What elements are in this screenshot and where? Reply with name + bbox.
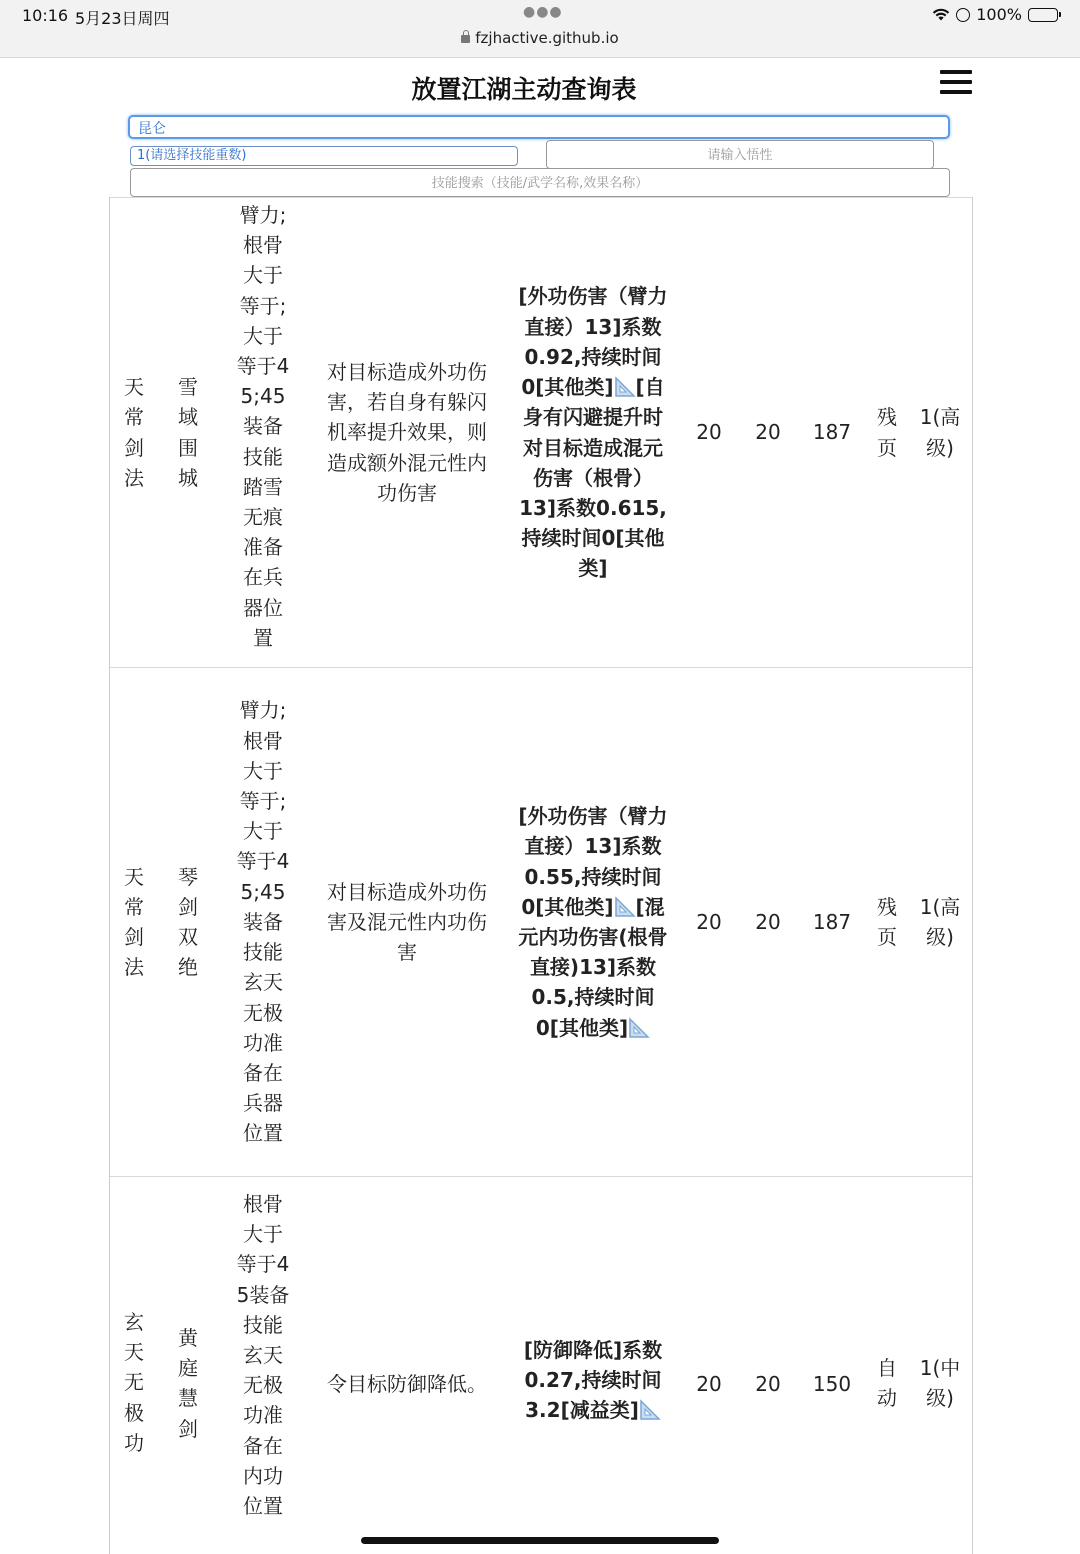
- skill-name: 琴剑双绝: [178, 864, 198, 980]
- status-indicators: [932, 5, 1058, 24]
- school-name: 天常剑法: [124, 864, 144, 980]
- tab-overview-dots-icon[interactable]: ●●●: [523, 4, 563, 20]
- wifi-icon: [932, 8, 950, 21]
- wuxing-input[interactable]: 请输入悟性: [546, 140, 934, 169]
- value-3: 187: [798, 668, 866, 1177]
- table-row[interactable]: [110, 198, 972, 668]
- skill-level-select[interactable]: 1(请选择技能重数): [130, 146, 518, 166]
- skill-requirement: 臂力; 根骨大于等于;大于等于45;45装备技能踏雪无痕准备在兵器位置: [236, 202, 290, 650]
- set-square-ruler-icon[interactable]: [614, 896, 636, 918]
- set-square-ruler-icon[interactable]: [639, 1399, 661, 1421]
- set-square-ruler-icon[interactable]: [628, 1017, 650, 1039]
- page-title: 放置江湖主动查询表: [411, 75, 637, 104]
- skill-search-input[interactable]: 技能搜索（技能/武学名称,效果名称）: [130, 168, 950, 197]
- sect-input[interactable]: 昆仑: [128, 115, 950, 139]
- skill-effect: [506, 198, 680, 668]
- effect-line: [混元内功伤害(根骨直接)13]系数0.5,持续时间0[其他类]: [518, 894, 668, 1040]
- effect-line: [外功伤害（臂力直接）13]系数0.55,持续时间0[其他类]: [518, 804, 668, 919]
- skill-level: 1(高级): [908, 198, 972, 668]
- battery-icon: [1028, 8, 1058, 22]
- skill-level: 1(中级): [908, 1177, 972, 1554]
- skill-effect: [506, 1177, 680, 1554]
- skill-description: 对目标造成外功伤害，若自身有躲闪机率提升效果，则造成额外混元性内功伤害: [308, 198, 506, 668]
- effect-line: [自身有闪避提升时对目标造成混元伤害（根骨）13]系数0.615,持续时间0[其他类]: [519, 375, 667, 581]
- status-time: 10:16: [22, 6, 69, 25]
- skill-description: 对目标造成外功伤害及混元性内功伤害: [308, 668, 506, 1177]
- effect-line: [外功伤害（臂力直接）13]系数0.92,持续时间0[其他类]: [518, 284, 668, 400]
- value-1: 20: [680, 1177, 738, 1554]
- status-bar: [0, 0, 1080, 58]
- value-2: 20: [738, 668, 798, 1177]
- lock-icon: [461, 35, 470, 43]
- skill-type: 自动: [877, 1356, 897, 1411]
- skill-type: 残页: [877, 405, 897, 460]
- value-1: 20: [680, 198, 738, 668]
- skill-effect: [506, 668, 680, 1177]
- battery-percent: 100%: [976, 5, 1022, 24]
- skill-requirement: 根骨大于等于45装备技能玄天无极功准备在内功位置: [236, 1192, 290, 1519]
- skill-name: 雪域围城: [178, 375, 198, 490]
- value-1: 20: [680, 668, 738, 1177]
- skill-level: 1(高级): [908, 668, 972, 1177]
- value-3: 187: [798, 198, 866, 668]
- school-name: 天常剑法: [124, 375, 144, 490]
- skill-type: 残页: [877, 894, 897, 949]
- skill-requirement: 臂力;根骨大于等于;大于等于45;45装备技能玄天无极功准备在兵器位置: [236, 698, 290, 1146]
- value-3: 150: [798, 1177, 866, 1554]
- status-date: 5月23日周四: [75, 9, 170, 28]
- rotation-lock-icon: [956, 8, 970, 22]
- value-2: 20: [738, 198, 798, 668]
- results-table-viewport[interactable]: [109, 197, 973, 1554]
- skill-description: 令目标防御降低。: [308, 1177, 506, 1554]
- results-table: [110, 197, 972, 1554]
- school-name: 玄天无极功: [124, 1310, 144, 1455]
- address-bar[interactable]: [0, 29, 1080, 47]
- value-2: 20: [738, 1177, 798, 1554]
- set-square-ruler-icon[interactable]: [614, 376, 636, 398]
- effect-line: [防御降低]系数0.27,持续时间3.2[减益类]: [523, 1338, 663, 1423]
- skill-name: 黄庭慧剑: [178, 1326, 198, 1441]
- table-row[interactable]: [110, 668, 972, 1177]
- url-text: fzjhactive.github.io: [475, 29, 619, 47]
- home-indicator[interactable]: [361, 1537, 719, 1544]
- hamburger-menu-icon[interactable]: [940, 70, 972, 94]
- table-row[interactable]: [110, 1177, 972, 1554]
